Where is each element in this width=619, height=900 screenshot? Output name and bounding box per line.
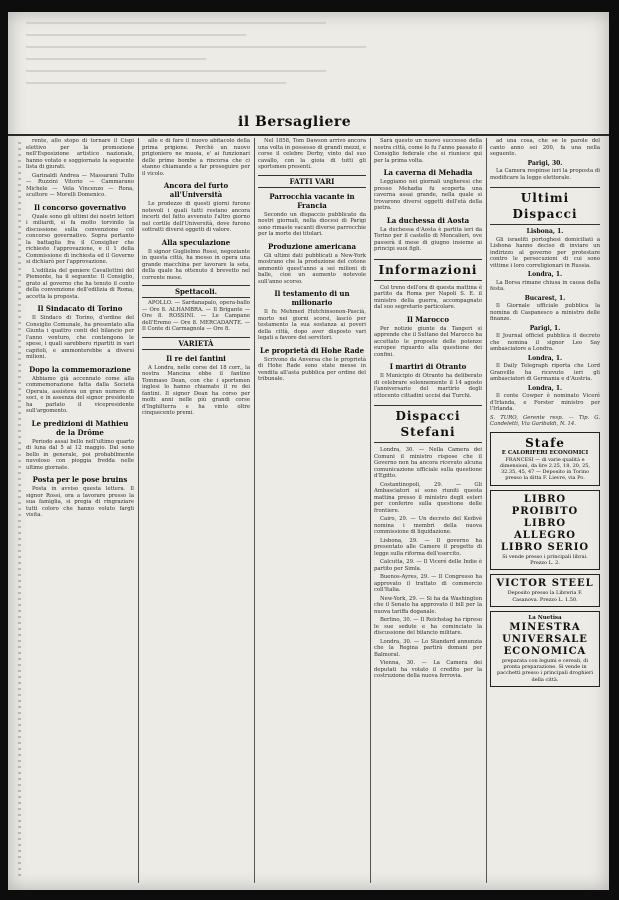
column-3 xyxy=(258,138,366,883)
ad-text: FRANCESI — di varie qualità e dimensioni, da lire 2.25, 18, 20, 25, 32.35, 45, 47 — Deposito in Torino presso la ditta F. Lievre, via Po. xyxy=(499,456,591,482)
dispatch-text: Berlino, 30. — Il Reichstag ha ripreso le sue sedute e ha cominciato la discussione del bilancio militare. xyxy=(374,617,482,636)
dispatch-text: Il Giornale ufficiale pubblica la nomina di Caspanesco a ministro delle finanze. xyxy=(490,303,600,322)
article-heading: Ancora del furto all'Università xyxy=(163,181,229,199)
article-heading: Il Marocco xyxy=(406,314,450,324)
article-text: Garinaldi Andrea — Massarani Tullo — Ruzzini Vitorio — Cammarano Michele — Vela Vincenzo — Rona, scultore — Morelli Domenico. xyxy=(26,172,134,198)
ad-text: Deposito presso la Libreria F. Casanova. Prezzo L. 1.50. xyxy=(507,590,583,603)
article-text: Posta in avviso questa lettera. Il signor Rossi, ora a lavorare presso la sua famiglia, si pregia di ringraziare tutti coloro che hanno voluto fargli visita. xyxy=(26,486,134,518)
dateline: Lisbona, 1. xyxy=(526,228,564,235)
ad-title: LIBRO PROIBITO xyxy=(511,493,579,517)
article-heading: Le predizioni di Mathieu de la Drôme xyxy=(31,418,129,437)
dispatch-text: Cairo, 29. — Un decreto del Kedivè nomina i membri della nuova commissione di liquidazione. xyxy=(374,516,482,535)
dispatch-text: New-York, 29. — Si ha da Washington che il Senato ha approvato il bill per la nuova tariffa doganale. xyxy=(374,595,482,615)
dateline: Londra, 1. xyxy=(527,271,563,278)
article-text: Il Municipio di Otranto ha deliberato di celebrare solennemente il 14 agosto l'anniversario del martirio degli ottocento cittadini uccisi dai Turchi. xyxy=(374,373,482,399)
section-heading-informazioni: Informazioni xyxy=(374,259,482,281)
article-heading: Il Sindacato di Torino xyxy=(37,304,123,313)
article-heading: Produzione americana xyxy=(267,241,357,251)
article-text: L'edilizia del geniere Cavallottini del Piemonte, ha il seguente: Il Consiglio, grato al governo che ha tenuto il conto della convenzione dell'edilizia di Roma, accetta la proposta. xyxy=(26,267,134,300)
section-heading-spettacoli: Spettacoli. xyxy=(142,285,250,298)
ad-title: LIBRO SERIO xyxy=(500,541,590,553)
dispatch-text: Buenos-Ayres, 29. — Il Congresso ha approvato il trattato di commercio coll'Italia. xyxy=(374,574,482,593)
ghost-line xyxy=(26,34,246,36)
article-text: Il signor Guglielmo Rossi, negoziante in questa città, ha messo in opera una grande macchina per lavorare la seta, della quale ha ottenuto il brevetto nel corrente mese. xyxy=(142,248,250,281)
ghost-line xyxy=(26,58,206,60)
article-heading: Le proprietà di Hohe Rade xyxy=(259,345,365,355)
ad-subtitle: La Nuetisa xyxy=(528,614,562,621)
ad-title: Stafe xyxy=(525,435,565,450)
dateline: Londra, 1. xyxy=(527,354,563,362)
article-heading: I martiri di Otranto xyxy=(389,362,467,371)
article-text: Nel 1858, Tom Dawson arrivò ancora una volta in possesso di grandi mezzi, e corse il celebre Derby, vinto dal suo cavallo, con la gioia di tutti gli sportsmen presenti. xyxy=(258,138,366,170)
dateline: Bucarest, 1. xyxy=(524,294,566,302)
article-text: Le prodezze di questi giorni furono notevoli i quali tutti restano ancora incerti del fatto avvenuto l'altro giorno nel cortile dell'Università, dove furono sottratti diversi oggetti di valore. xyxy=(142,201,250,233)
column-rule xyxy=(486,138,487,883)
ad-text: preparata con legumi e cereali, di pronta preparazione. Si vende in pacchetti presso i principali droghieri della città. xyxy=(497,657,593,683)
article-text: Scrivono da Anversa che le proprietà di Hohe Rade sono state messe in vendita all'asta pubblica per ordine del tribunale. xyxy=(258,356,366,382)
column-5 xyxy=(490,138,600,883)
dispatch-text: Gli israeliti portoghesi domiciliati a Lisbona hanno deciso di inviare un indirizzo al governo per protestare contro le persecuzioni di cui sono vittime i loro correligionari in Russia. xyxy=(490,236,600,269)
section-heading-ultimi-dispacci: Ultimi Dispacci xyxy=(490,187,600,225)
article-text: Col treno dell'ora di questa mattina è partito da Roma per Napoli S. E. il ministro della guerra, accompagnato dal suo segretario particolare. xyxy=(374,284,482,310)
ghost-line xyxy=(26,70,326,72)
advertisement-stoves xyxy=(490,432,600,486)
ad-subtitle: E CALORIFERI ECONOMICI xyxy=(501,449,589,456)
dispatch-text: Il Daily Telegraph riporta che Lord Granville ha ricevuto ieri gli ambasciatori di Germania e d'Austria. xyxy=(490,363,600,382)
ad-title: MINESTRA UNIVERSALE ECONOMICA xyxy=(502,621,588,657)
column-4 xyxy=(374,138,482,883)
column-rule xyxy=(138,138,139,883)
article-heading: Il concorso governativo xyxy=(33,202,127,212)
dispatch-text: Il conte Cowper è nominato Viceré d'Irlanda, e Forster ministro per l'Irlanda. xyxy=(490,393,600,412)
article-text: Quale sono gli ultimi dei nostri lettori i miliardi, si fa molto torvinilo la discussione sulla convenzione col concorso governativo. Sopra pertanto la battaglia fra il Consiglier che richiesto l'approvazione, e il 1 della Commissione di inchiesta ed il Governo si dichiarò per l'approvazione. xyxy=(26,213,134,265)
article-text: A Londra, nelle corse del 18 corr., la nostra Mancina ebbe il fantino Tommaso Dean, con che i sportsmen inglesi lo hanno chiamato il re dei fantini. Il signor Dean ha corso per molti anni nelle più grandi corse d'Inghilterra e ha vinto oltre cinquecento premi. xyxy=(142,364,250,416)
column-2 xyxy=(142,138,250,883)
dispatch-text: Londra, 30. — Lo Standard annunzia che la Regina partirà domani per Balmoral. xyxy=(374,638,482,658)
masthead xyxy=(8,112,609,136)
dispatch-text: La Borsa rimane chiusa in causa della festa. xyxy=(490,279,600,292)
section-heading-varieta: VARIETÀ xyxy=(142,337,250,350)
column-1 xyxy=(26,138,134,883)
article-heading: Il testamento di un milionario xyxy=(274,289,350,307)
article-text: Il fu Mehmed Hutchinsonon-Pascià, morto nei giorni scorsi, lasciò per testamento la sua sostanza ai poveri della città, dopo aver disposto vari legati a favore dei servitori. xyxy=(258,309,366,341)
ad-title: VICTOR STEEL xyxy=(496,578,594,590)
advertisement-victor-steel xyxy=(490,574,600,607)
printer-imprint: S. TURO, Gerente resp. — Tip. G. Candeletti, Via Garibaldi, N. 14. xyxy=(490,414,600,427)
dispatch-text: Londra, 30. — Nella Camera dei Comuni il ministro rispose che il Governo non ha ancora ricevuto alcuna comunicazione ufficiale sulla questione d'Egitto. xyxy=(374,447,482,479)
ad-text: Si vende presso i principali librai. Prezzo L. 2. xyxy=(502,553,588,566)
dispatch-text: Lisbona, 29. — Il governo ha presentato alle Camere il progetto di legge sulla riforma dell'esercito. xyxy=(374,537,482,557)
article-text: rente, allo stopo di tornare il Cispi elettivo per la promozione nell'Esposizione artistico nazionale, hanno votato e soggiornato la seguente lista di giurati. xyxy=(26,138,134,170)
article-text: alle e di fare il nuovo abitacolo della prima prigione. Perchè un nuovo prigioniero ne muoia, e' ai funzionari delle prime bombe a rincorsa che ci stanno chiamando a far proseguire per il vicolo. xyxy=(142,138,250,177)
article-heading: Parrocchia vacante in Francia xyxy=(269,191,355,210)
ghost-line xyxy=(26,22,326,24)
column-rule xyxy=(370,138,371,883)
dateline: Londra, 1. xyxy=(527,384,563,392)
column-rule xyxy=(254,138,255,883)
previous-page-fragment xyxy=(8,12,609,108)
dateline: Parigi, 1. xyxy=(529,324,561,332)
article-text: Leggiamo nei giornali ungheresi che presso Mehadia fu scoperta una caverna assai grande, nella quale si trovarono diversi oggetti dell'età della pietra. xyxy=(374,179,482,211)
article-text: Sarà questo un nuovo successo della nostra città, come lo fu l'anno passato il Consiglio federale che si riunisce qui per la prima volta. xyxy=(374,138,482,164)
article-heading: Alla speculazione xyxy=(161,237,231,247)
article-text: Il Sindaco di Torino, d'ordine del Consiglio Comunale, ha presentato alla Giunta i quattro conti del bilancio per l'anno venturo, che contengono le spese, i quali sarebbero ripartiti in vari capitoli, e ammonterebbe a diversi milioni. xyxy=(26,315,134,360)
dispatch-text: Vienna, 30. — La Camera dei deputati ha votato il credito per la costruzione della nuova ferrovia. xyxy=(374,660,482,679)
dispatch-text: Costantinopoli, 29. — Gli Ambasciatori si sono riuniti questa mattina presso il ministro degli esteri per conferire sulla questione delle frontiere. xyxy=(374,481,482,514)
article-heading: Il re dei fantini xyxy=(166,353,226,363)
advertisement-books xyxy=(490,490,600,571)
article-text: ad una cosa, che se le parole del canto anno sei 200, fa una nella seguente. xyxy=(490,138,600,157)
ghost-line xyxy=(26,82,286,84)
article-heading: Posta per le pose bruins xyxy=(32,475,128,484)
article-text: Per notizie giunte da Tangeri si apprende che il Sultano del Marocco ha accettato le proposte delle potenze europee riguardo alla questione dei confini. xyxy=(374,325,482,358)
article-text: Secondo un dispaccio pubblicato da nostri giornali, nella diocesi di Parigi sono rimaste vacanti diverse parrocchie per la morte dei titolari. xyxy=(258,211,366,237)
article-text: APOLLO. — Sardanapalo, opera-ballo — Ore 8. ALHAMBRA. — Il Brigante — Ore 8. ROSSINI. — Le Campane dell'Eremo — Ore 8. MERCADANTE. — Il Conte di Carmagnola — Ore 8. xyxy=(142,300,250,332)
advertisement-minestra xyxy=(490,611,600,687)
dateline: Parigi, 30. xyxy=(527,159,563,167)
article-heading: La caverna di Mehadia xyxy=(383,168,473,177)
article-text: La duchessa d'Aosta è partita ieri da Torino per il castello di Moncalieri, ove passerà il mese di giugno insieme ai principi suoi figli. xyxy=(374,226,482,252)
ad-title: LIBRO ALLEGRO xyxy=(513,517,576,541)
section-heading-dispacci-stefani: Dispacci Stefani xyxy=(374,405,482,443)
masthead-title: il Bersagliere xyxy=(238,114,352,130)
dispatch-text: Calcutta, 29. — Il Viceré delle Indie è partito per Simla. xyxy=(374,559,482,572)
ghost-line xyxy=(26,46,366,48)
article-text: Gli ultimi dati pubblicati a New-York mostrano che la produzione del cotone ammontò quest'anno a sei milioni di balle, cioè un aumento notevole sull'anno scorso. xyxy=(258,252,366,285)
section-heading-fatti-vari: FATTI VARI xyxy=(258,175,366,188)
article-heading: Dopo la commemorazione xyxy=(29,364,131,374)
article-text: Abbiamo già accennato come alla commemorazione fatta dalla Società Operaia, assisteva un gran numero di soci, e in assenza del signor presidente ha parlato il vicepresidente sull'argomento. xyxy=(26,375,134,414)
article-heading: La duchessa di Aosta xyxy=(386,215,470,225)
newspaper-page xyxy=(8,12,609,890)
article-text: La Camera respinse ieri la proposta di modificare la legge elettorale. xyxy=(490,168,600,181)
dispatch-text: Il Journal officiel pubblica il decreto che nomina il signor Leo Say ambasciatore a Londra. xyxy=(490,333,600,352)
scan-artifact-stripe xyxy=(18,142,21,877)
article-text: Periodo assai bello nell'ultimo quarto di luna dal 5 al 12 maggio. Dal sono bello in generale, poi probabilmente nuvoloso con pioggia fredda nelle ultime giornate. xyxy=(26,438,134,471)
